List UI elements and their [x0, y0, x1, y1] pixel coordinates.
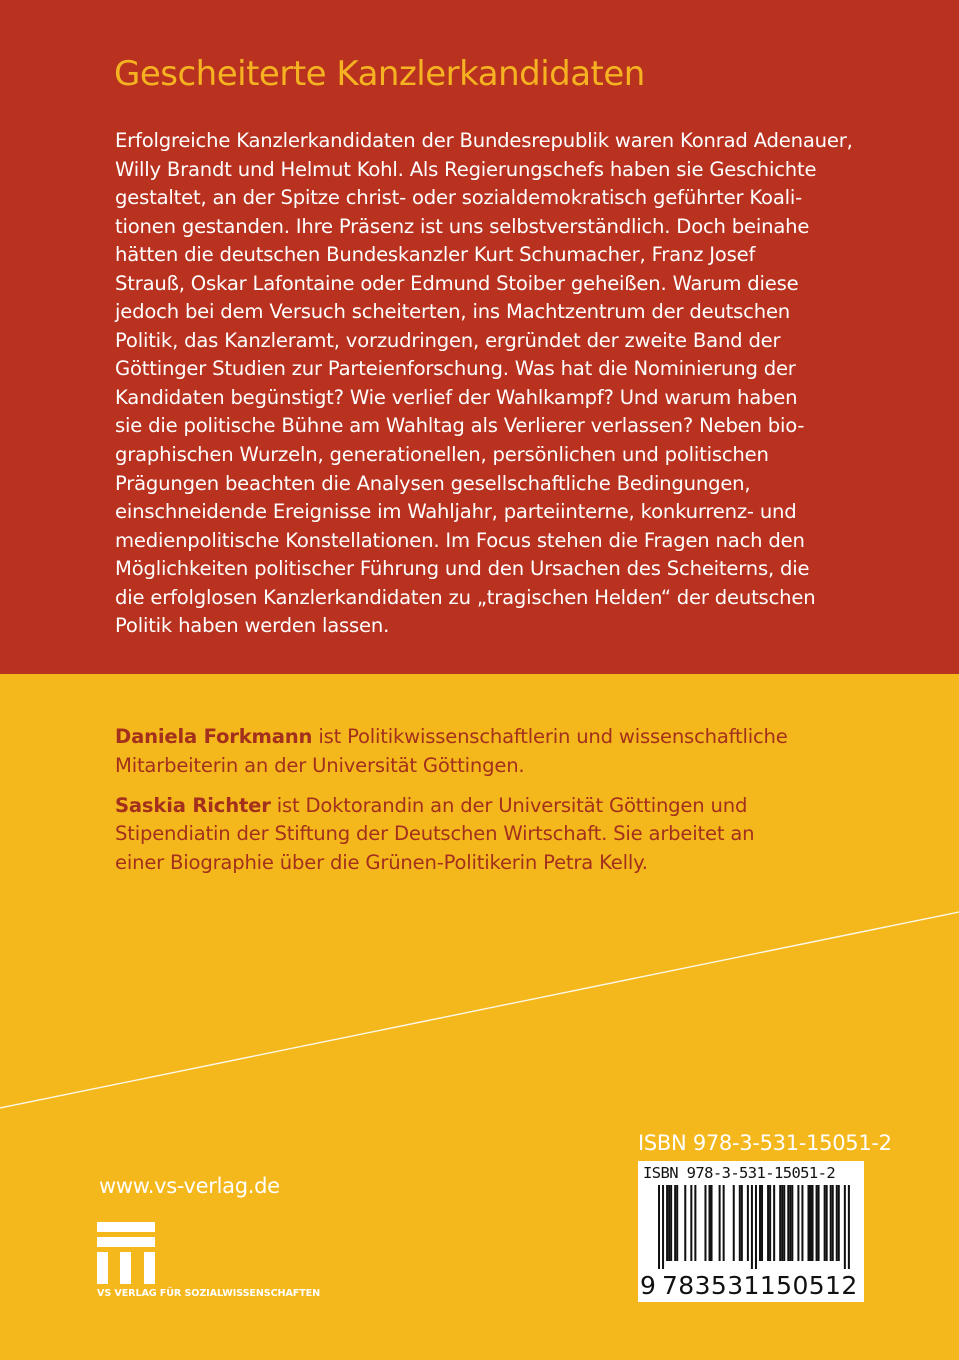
barcode-bar [848, 1185, 850, 1269]
blurb-line: Kandidaten begünstigt? Wie verlief der Wahlkampf? Und warum haben [115, 385, 798, 409]
barcode-bar [674, 1185, 676, 1261]
blurb-line: Willy Brandt und Helmut Kohl. Als Regierungschefs haben sie Geschichte [115, 157, 817, 181]
barcode-bar [709, 1185, 711, 1261]
barcode-icon [646, 1185, 858, 1269]
barcode-isbn-text: ISBN 978-3-531-15051-2 [643, 1164, 836, 1182]
author-bio-text: ist Politikwissenschaftlerin und wissenschaftliche [312, 725, 788, 748]
barcode-bar [690, 1185, 692, 1261]
barcode-bar [826, 1185, 828, 1261]
barcode-bar [773, 1185, 775, 1261]
barcode-bar [733, 1185, 735, 1261]
barcode-bar [694, 1185, 696, 1261]
barcode-bar [779, 1185, 781, 1261]
barcode-bar [816, 1185, 818, 1261]
barcode-bar [670, 1185, 672, 1261]
barcode-bar [711, 1185, 713, 1261]
barcode-bar [751, 1185, 753, 1269]
barcode-bar [739, 1185, 741, 1261]
publisher-name: VS VERLAG FÜR SOZIALWISSENSCHAFTEN [97, 1288, 321, 1299]
barcode-bar [783, 1185, 785, 1261]
barcode-bar [787, 1185, 789, 1261]
barcode-bar [810, 1185, 812, 1261]
blurb-line: jedoch bei dem Versuch scheiterten, ins Machtzentrum der deutschen [115, 300, 791, 324]
author-bio-text: einer Biographie über die Grünen-Politikerin Petra Kelly. [115, 851, 648, 875]
barcode-box [638, 1161, 864, 1302]
barcode-bar [761, 1185, 763, 1261]
author-bio-text: Mitarbeiterin an der Universität Göttingen. [115, 753, 525, 777]
barcode-bar [807, 1185, 809, 1261]
blurb-line: Prägungen beachten die Analysen gesellschaftliche Bedingungen, [115, 471, 751, 495]
author-name: Saskia Richter [115, 793, 271, 817]
barcode-bar [789, 1185, 791, 1261]
barcode-bar [769, 1185, 771, 1261]
barcode-bar [666, 1185, 668, 1261]
blurb-line: tionen gestanden. Ihre Präsenz ist uns selbstverständlich. Doch beinahe [115, 214, 810, 238]
barcode-bar [797, 1185, 799, 1261]
barcode-first-digit: 9 [640, 1271, 657, 1300]
vs-verlag-logo-icon [97, 1222, 155, 1284]
blurb-line: Erfolgreiche Kanzlerkandidaten der Bundesrepublik waren Konrad Adenauer, [115, 129, 853, 152]
barcode-bar [791, 1185, 793, 1261]
publisher-website: www.vs-verlag.de [99, 1174, 280, 1198]
barcode-bar [781, 1185, 783, 1261]
author-bio-text: ist Doktorandin an der Universität Göttingen und [270, 793, 748, 817]
author-bio-text: Stipendiatin der Stiftung der Deutschen Wirtschaft. Sie arbeitet an [115, 822, 755, 846]
barcode-bar [824, 1185, 826, 1261]
barcode-bar [741, 1185, 743, 1261]
barcode-bar [812, 1185, 814, 1261]
blurb-line: Politik, das Kanzleramt, vorzudringen, ergründet der zweite Band der [115, 328, 781, 352]
barcode-bar [832, 1185, 834, 1261]
barcode-bar [759, 1185, 761, 1261]
isbn-label: ISBN 978-3-531-15051-2 [638, 1131, 892, 1155]
barcode-bar [719, 1185, 721, 1261]
blurb-line: Göttinger Studien zur Parteienforschung. Was hat die Nominierung der [115, 357, 796, 381]
barcode-bar [747, 1185, 749, 1261]
barcode-bar [658, 1185, 660, 1269]
blurb-line: sie die politische Bühne am Wahltag als Verlierer verlassen? Neben bio- [115, 414, 805, 438]
blurb-line: einschneidende Ereignisse im Wahljahr, parteiinterne, konkurrenz- und [115, 500, 797, 524]
barcode-bar [684, 1185, 686, 1261]
barcode-digit-groups: 783531150512 [662, 1271, 858, 1300]
barcode-bar [668, 1185, 670, 1261]
barcode-bar [723, 1185, 725, 1261]
blurb-line: graphischen Wurzeln, generationellen, persönlichen und politischen [115, 443, 769, 467]
barcode-bar [844, 1185, 846, 1269]
barcode-bar [676, 1185, 678, 1261]
blurb-line: Möglichkeiten politischer Führung und den Ursachen des Scheiterns, die [115, 557, 810, 581]
book-title: Gescheiterte Kanzlerkandidaten [114, 54, 645, 94]
blurb-line: hätten die deutschen Bundeskanzler Kurt Schumacher, Franz Josef [115, 243, 756, 267]
barcode-bar [830, 1185, 832, 1261]
blurb-line: medienpolitische Konstellationen. Im Focus stehen die Fragen nach den [115, 528, 805, 552]
blurb-line: gestaltet, an der Spitze christ- oder sozialdemokratisch geführter Koali- [115, 186, 802, 210]
barcode-bar [818, 1185, 820, 1261]
author-name: Daniela Forkmann [115, 725, 313, 748]
barcode-bar [767, 1185, 769, 1261]
blurb-line: Strauß, Oskar Lafontaine oder Edmund Stoiber geheißen. Warum diese [115, 271, 799, 295]
blurb-text [115, 127, 895, 641]
barcode-bar [838, 1185, 840, 1261]
barcode-bar [704, 1185, 706, 1261]
blurb-line: Politik haben werden lassen. [115, 614, 390, 638]
author-bios [115, 723, 895, 889]
barcode-bar [755, 1185, 757, 1269]
barcode-bar [836, 1185, 838, 1261]
author-bio-forkmann [115, 723, 895, 781]
author-bio-richter [115, 792, 895, 878]
barcode-bar [801, 1185, 803, 1261]
blurb-line: die erfolglosen Kanzlerkandidaten zu „tragischen Helden“ der deutschen [115, 585, 816, 609]
barcode-bar [662, 1185, 664, 1269]
